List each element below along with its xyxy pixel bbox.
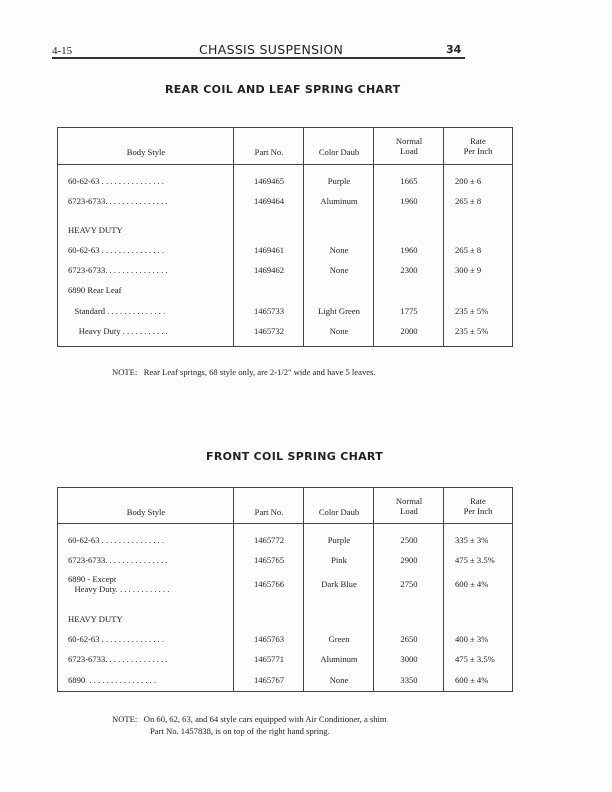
load-cell: 1960 — [400, 196, 418, 206]
rate-cell: 600 ± 4% — [455, 579, 489, 589]
rate-cell: 600 ± 4% — [455, 675, 489, 685]
load-cell: 1960 — [400, 245, 418, 255]
color-cell: Light Green — [318, 306, 360, 316]
column-divider — [373, 488, 374, 691]
load-cell: 2650 — [400, 634, 418, 644]
page-header-title: CHASSIS SUSPENSION — [199, 42, 344, 57]
color-cell: Purple — [327, 176, 351, 186]
body-style-cell: 6723-6733. . . . . . . . . . . . . . . — [68, 555, 168, 565]
rear-note: NOTE: Rear Leaf springs, 68 style only, are 2-1/2" wide and have 5 leaves. — [112, 367, 376, 377]
rate-cell: 300 ± 9 — [455, 265, 482, 275]
part-cell: 1465767 — [253, 675, 285, 685]
load-cell: 2900 — [400, 555, 418, 565]
front-note-line2: Part No. 1457838, is on top of the right hand spring. — [150, 726, 330, 736]
header-rule — [52, 57, 465, 59]
color-cell: None — [329, 245, 349, 255]
front-chart-title: FRONT COIL SPRING CHART — [206, 450, 384, 463]
column-header: Rate Per Inch — [463, 496, 493, 516]
part-cell: 1465771 — [253, 654, 285, 664]
body-style-cell: 60-62-63 . . . . . . . . . . . . . . . — [68, 535, 164, 545]
color-cell: Green — [328, 634, 350, 644]
part-cell: 1465765 — [253, 555, 285, 565]
column-header: Normal Load — [395, 136, 423, 156]
rate-cell: 475 ± 3.5% — [455, 654, 495, 664]
rate-cell: 400 ± 3% — [455, 634, 489, 644]
body-style-cell: 6723-6733. . . . . . . . . . . . . . . — [68, 196, 168, 206]
column-divider — [443, 488, 444, 691]
color-cell: None — [329, 265, 349, 275]
load-cell: 1665 — [400, 176, 418, 186]
section-number: 4-15 — [52, 45, 73, 57]
load-cell: 2750 — [400, 579, 418, 589]
rear-chart-title: REAR COIL AND LEAF SPRING CHART — [165, 83, 401, 96]
column-divider — [233, 488, 234, 691]
body-style-cell: Heavy Duty . . . . . . . . . . . — [68, 326, 168, 336]
column-header: Normal Load — [395, 496, 423, 516]
load-cell: 1775 — [400, 306, 418, 316]
body-style-cell: 60-62-63 . . . . . . . . . . . . . . . — [68, 245, 164, 255]
column-header: Color Daub — [318, 507, 360, 517]
rate-cell: 235 ± 5% — [455, 326, 489, 336]
part-cell: 1465766 — [253, 579, 285, 589]
rear-spring-table — [57, 127, 513, 347]
part-cell: 1469461 — [253, 245, 285, 255]
rate-cell: 200 ± 6 — [455, 176, 482, 186]
color-cell: Pink — [331, 555, 347, 565]
rate-cell: 335 ± 3% — [455, 535, 489, 545]
part-cell: 1469464 — [253, 196, 285, 206]
rate-cell: 475 ± 3.5% — [455, 555, 495, 565]
body-style-cell: 6890 Rear Leaf — [68, 285, 122, 295]
body-style-cell: 6890 - Except Heavy Duty. . . . . . . . . . . . . — [68, 574, 170, 594]
color-cell: Dark Blue — [321, 579, 357, 589]
part-cell: 1465732 — [253, 326, 285, 336]
load-cell: 3350 — [400, 675, 418, 685]
color-cell: None — [329, 675, 349, 685]
header-divider — [58, 523, 512, 524]
part-cell: 1469465 — [253, 176, 285, 186]
rate-cell: 235 ± 5% — [455, 306, 489, 316]
column-header: Color Daub — [318, 147, 360, 157]
front-spring-table — [57, 487, 513, 692]
color-cell: Aluminum — [320, 196, 358, 206]
column-divider — [303, 488, 304, 691]
body-style-cell: 6890 . . . . . . . . . . . . . . . . — [68, 675, 157, 685]
column-divider — [303, 128, 304, 346]
body-style-cell: HEAVY DUTY — [68, 614, 123, 624]
column-header: Rate Per Inch — [463, 136, 493, 156]
column-divider — [373, 128, 374, 346]
body-style-cell: 60-62-63 . . . . . . . . . . . . . . . — [68, 176, 164, 186]
rate-cell: 265 ± 8 — [455, 245, 482, 255]
part-cell: 1465733 — [253, 306, 285, 316]
column-header: Part No. — [254, 147, 284, 157]
column-header: Body Style — [126, 147, 166, 157]
load-cell: 3000 — [400, 654, 418, 664]
column-header: Part No. — [254, 507, 284, 517]
column-header: Body Style — [126, 507, 166, 517]
part-cell: 1469462 — [253, 265, 285, 275]
load-cell: 2000 — [400, 326, 418, 336]
color-cell: Aluminum — [320, 654, 358, 664]
load-cell: 2300 — [400, 265, 418, 275]
color-cell: Purple — [327, 535, 351, 545]
rate-cell: 265 ± 8 — [455, 196, 482, 206]
body-style-cell: Standard . . . . . . . . . . . . . . — [68, 306, 166, 316]
body-style-cell: 6723-6733. . . . . . . . . . . . . . . — [68, 265, 168, 275]
body-style-cell: HEAVY DUTY — [68, 225, 123, 235]
color-cell: None — [329, 326, 349, 336]
body-style-cell: 6723-6733. . . . . . . . . . . . . . . — [68, 654, 168, 664]
part-cell: 1465763 — [253, 634, 285, 644]
body-style-cell: 60-62-63 . . . . . . . . . . . . . . . — [68, 634, 164, 644]
page-number: 34 — [446, 43, 462, 56]
header-divider — [58, 164, 512, 165]
column-divider — [443, 128, 444, 346]
part-cell: 1465772 — [253, 535, 285, 545]
column-divider — [233, 128, 234, 346]
load-cell: 2500 — [400, 535, 418, 545]
front-note-line1: NOTE: On 60, 62, 63, and 64 style cars equipped with Air Conditioner, a shim — [112, 714, 387, 724]
